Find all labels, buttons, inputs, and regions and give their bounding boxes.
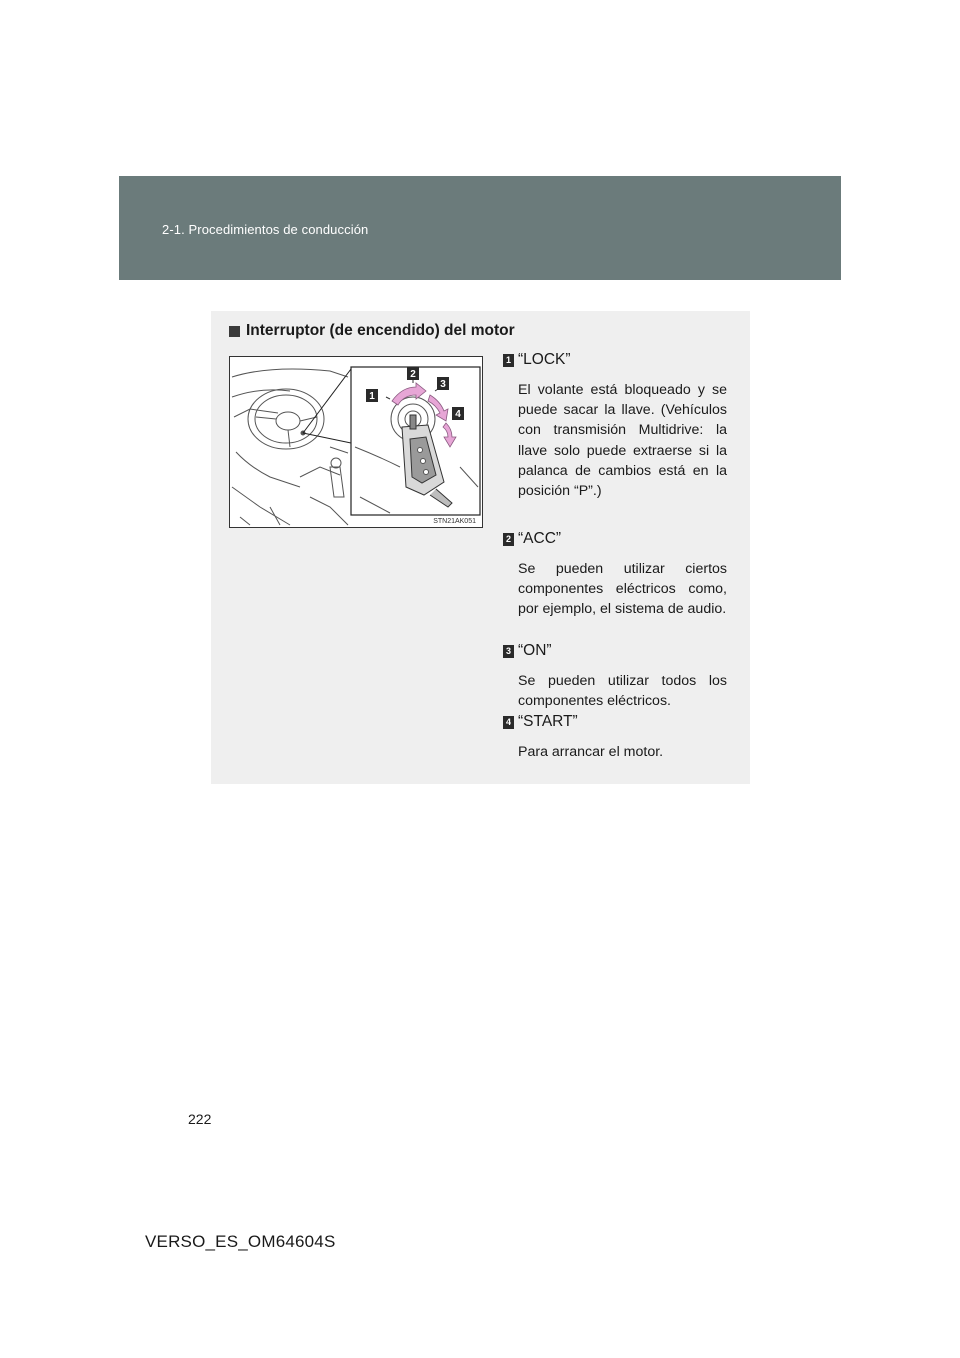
ignition-switch-drawing [230, 357, 482, 527]
item-label: “ON” [518, 642, 552, 659]
section-title [229, 322, 515, 340]
item-number-badge: 4 [503, 716, 514, 729]
page-number: 222 [188, 1111, 212, 1127]
item-number-badge: 3 [503, 645, 514, 658]
item-label: “ACC” [518, 530, 562, 547]
callout-2-label: 2 [410, 369, 416, 380]
item-description: Se pueden utilizar ciertos componentes eléctricos como, por ejemplo, el sistema de audio. [518, 561, 727, 618]
section-breadcrumb: 2-1. Procedimientos de conducción [162, 222, 369, 237]
item-on [503, 640, 727, 711]
item-lock [503, 349, 727, 501]
item-description: El volante está bloqueado y se puede sacar la llave. (Vehículos con transmisión Multidrive: la llave solo puede extraerse si la palanca de cambios está en la posición “P”.) [518, 382, 727, 500]
callout-1-label: 1 [369, 391, 375, 402]
ignition-illustration [229, 356, 483, 528]
document-code: VERSO_ES_OM64604S [145, 1232, 336, 1251]
item-number-badge: 1 [503, 354, 514, 367]
item-acc [503, 528, 727, 620]
item-start [503, 711, 727, 762]
item-description: Para arrancar el motor. [518, 744, 664, 760]
item-number-badge: 2 [503, 533, 514, 546]
item-label: “START” [518, 713, 578, 730]
callout-3-label: 3 [440, 379, 446, 390]
callout-4-label: 4 [455, 409, 461, 420]
section-title-text: Interruptor (de encendido) del motor [246, 322, 515, 339]
bullet-square-icon [229, 326, 240, 337]
illustration-code: STN21AK051 [433, 518, 476, 525]
item-label: “LOCK” [518, 351, 571, 368]
item-description: Se pueden utilizar todos los componentes eléctricos. [518, 673, 727, 710]
